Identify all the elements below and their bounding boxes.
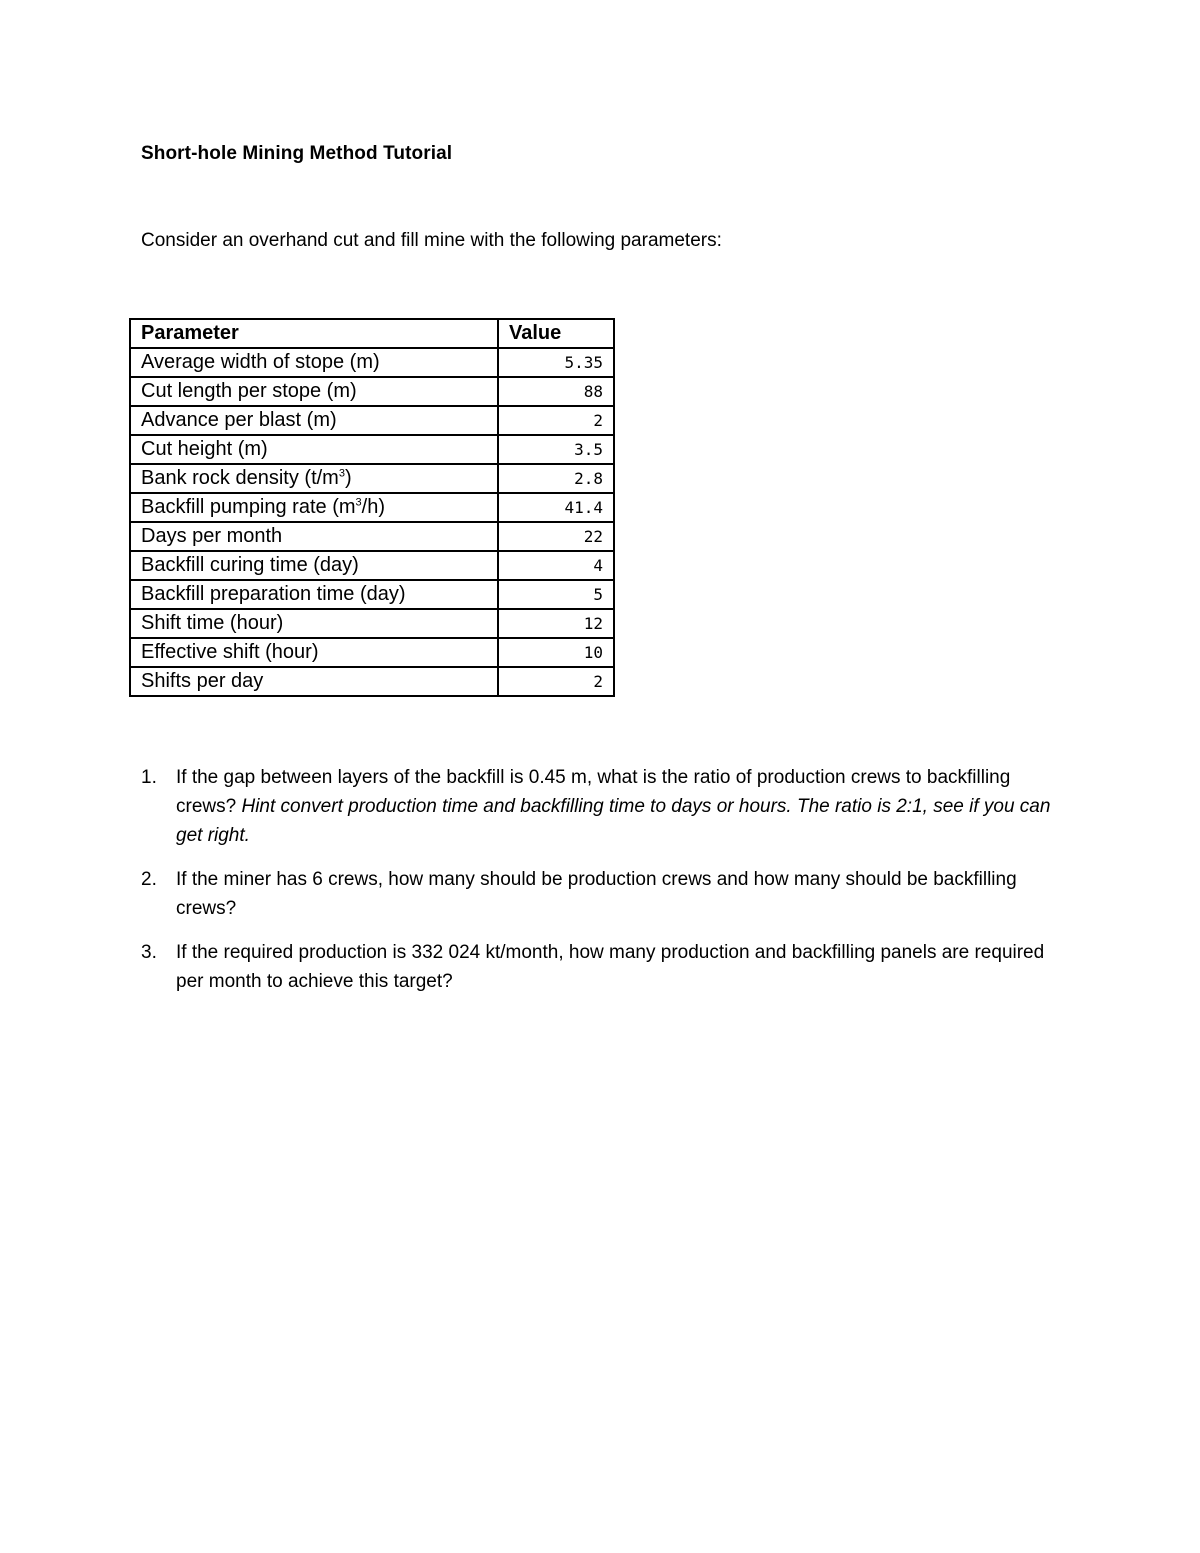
parameter-cell [130, 493, 498, 522]
superscript: 3 [338, 467, 345, 480]
question-item [141, 763, 1061, 850]
table-row [130, 609, 614, 638]
table-row [130, 667, 614, 696]
table-row [130, 406, 614, 435]
parameter-cell: Backfill preparation time (day) [130, 580, 498, 609]
parameter-cell: Cut height (m) [130, 435, 498, 464]
question-hint: Hint convert production time and backfilling time to days or hours. The ratio is 2:1, see if you can get right. [176, 796, 1051, 846]
parameter-cell: Average width of stope (m) [130, 348, 498, 377]
value-cell: 41.4 [498, 493, 614, 522]
question-item [141, 865, 1061, 923]
document-title: Short-hole Mining Method Tutorial [141, 143, 453, 164]
value-cell: 4 [498, 551, 614, 580]
question-text: If the required production is 332 024 kt/month, how many production and backfilling panels are required per month to achieve this target? [176, 942, 1045, 992]
value-cell: 10 [498, 638, 614, 667]
header-parameter: Parameter [130, 319, 498, 348]
parameter-text-end: /h) [361, 496, 385, 518]
question-number: 2. [141, 869, 157, 890]
value-cell: 5 [498, 580, 614, 609]
value-cell: 88 [498, 377, 614, 406]
parameter-cell: Days per month [130, 522, 498, 551]
table-row [130, 348, 614, 377]
table-row [130, 522, 614, 551]
question-item [141, 938, 1061, 996]
question-text: If the miner has 6 crews, how many should be production crews and how many should be backfilling crews? [176, 869, 1017, 919]
parameter-cell: Shifts per day [130, 667, 498, 696]
parameter-cell: Advance per blast (m) [130, 406, 498, 435]
parameter-text-end: ) [344, 467, 352, 489]
table-header-row [130, 319, 614, 348]
parameters-table [129, 318, 615, 697]
question-number: 1. [141, 767, 157, 788]
table-row [130, 580, 614, 609]
table-row [130, 435, 614, 464]
parameter-text: Backfill pumping rate (m [141, 496, 356, 518]
value-cell: 22 [498, 522, 614, 551]
table-row [130, 493, 614, 522]
value-cell: 3.5 [498, 435, 614, 464]
questions-list [141, 763, 1061, 1011]
value-cell: 2.8 [498, 464, 614, 493]
question-number: 3. [141, 942, 157, 963]
question-text: If the gap between layers of the backfill is 0.45 m, what is the ratio of production crews to backfilling crews? [176, 767, 1011, 817]
value-cell: 12 [498, 609, 614, 638]
table-row [130, 638, 614, 667]
parameter-cell: Effective shift (hour) [130, 638, 498, 667]
parameter-text: Bank rock density (t/m [141, 467, 339, 489]
table-row [130, 551, 614, 580]
parameter-cell: Shift time (hour) [130, 609, 498, 638]
table-row [130, 377, 614, 406]
intro-text: Consider an overhand cut and fill mine with the following parameters: [141, 230, 722, 251]
value-cell: 2 [498, 406, 614, 435]
header-value: Value [498, 319, 614, 348]
superscript: 3 [355, 496, 362, 509]
parameter-cell [130, 464, 498, 493]
table-row [130, 464, 614, 493]
value-cell: 2 [498, 667, 614, 696]
value-cell: 5.35 [498, 348, 614, 377]
parameter-cell: Cut length per stope (m) [130, 377, 498, 406]
parameter-cell: Backfill curing time (day) [130, 551, 498, 580]
